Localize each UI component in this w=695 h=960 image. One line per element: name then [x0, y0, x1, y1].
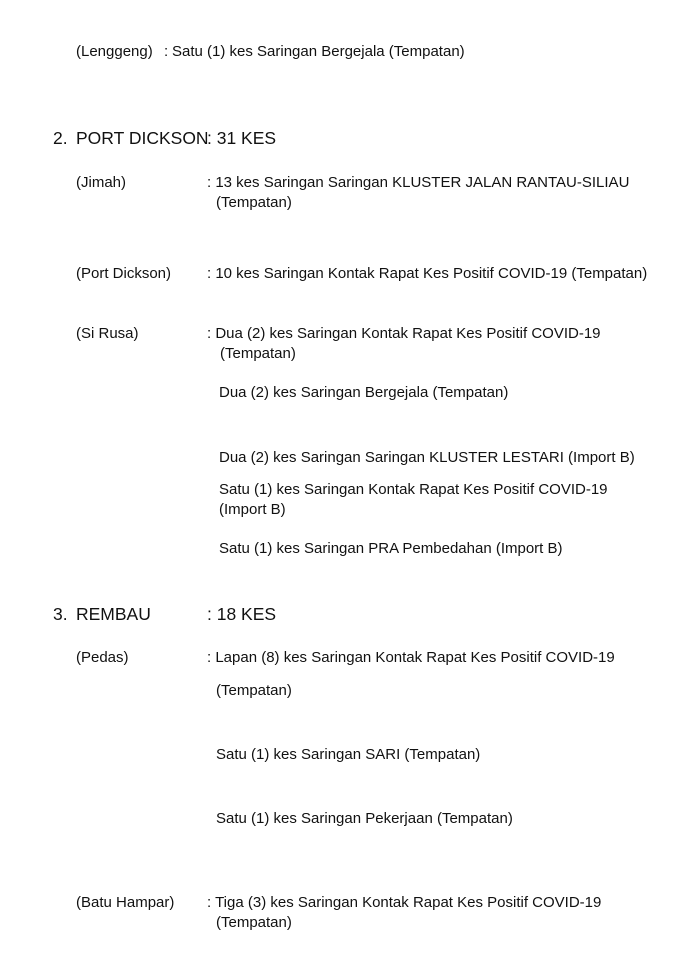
location-lenggeng: (Lenggeng)	[76, 43, 153, 60]
location-pedas: (Pedas)	[76, 649, 129, 666]
case-detail-cont: (Tempatan)	[216, 914, 292, 931]
colon: :	[164, 43, 169, 60]
district-total: : 31 KES	[207, 128, 277, 148]
district-total: : 18 KES	[207, 604, 277, 624]
case-detail: Satu (1) kes Saringan SARI (Tempatan)	[216, 746, 481, 763]
case-detail-cont: (Tempatan)	[220, 345, 296, 362]
location-jimah: (Jimah)	[76, 174, 127, 191]
section-number: 3.	[53, 604, 68, 624]
location-si-rusa: (Si Rusa)	[76, 325, 139, 342]
case-detail: : Tiga (3) kes Saringan Kontak Rapat Kes Positif COVID-19	[207, 894, 602, 911]
case-detail-cont: (Tempatan)	[216, 194, 292, 211]
case-detail: : 10 kes Saringan Kontak Rapat Kes Positif COVID-19 (Tempatan)	[207, 265, 648, 282]
district-heading-rembau: REMBAU	[76, 604, 151, 624]
case-detail: Satu (1) kes Saringan Bergejala (Tempatan)	[172, 43, 465, 60]
district-heading-port-dickson: PORT DICKSON	[76, 128, 209, 148]
case-detail: : 13 kes Saringan Saringan KLUSTER JALAN RANTAU-SILIAU	[207, 174, 630, 191]
case-detail: Satu (1) kes Saringan PRA Pembedahan (Import B)	[219, 540, 563, 557]
case-detail: Dua (2) kes Saringan Bergejala (Tempatan)	[219, 384, 509, 401]
case-detail-cont: (Import B)	[219, 501, 286, 518]
case-detail: : Dua (2) kes Saringan Kontak Rapat Kes Positif COVID-19	[207, 325, 601, 342]
case-detail: Satu (1) kes Saringan Kontak Rapat Kes Positif COVID-19	[219, 481, 608, 498]
section-number: 2.	[53, 128, 68, 148]
location-port-dickson: (Port Dickson)	[76, 265, 172, 282]
case-detail: : Lapan (8) kes Saringan Kontak Rapat Kes Positif COVID-19	[207, 649, 615, 666]
case-detail: Dua (2) kes Saringan Saringan KLUSTER LESTARI (Import B)	[219, 449, 635, 466]
location-batu-hampar: (Batu Hampar)	[76, 894, 175, 911]
case-detail: Satu (1) kes Saringan Pekerjaan (Tempatan)	[216, 810, 513, 827]
case-detail-cont: (Tempatan)	[216, 682, 292, 699]
